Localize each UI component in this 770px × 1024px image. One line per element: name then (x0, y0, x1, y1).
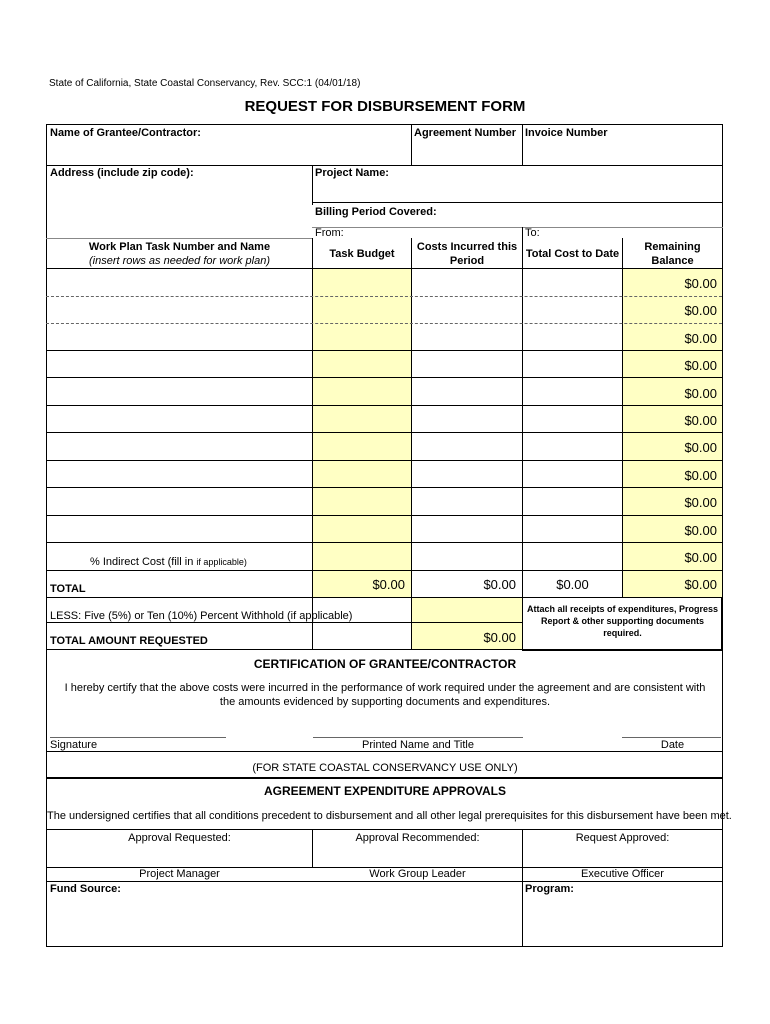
total-remaining: $0.00 (684, 577, 717, 592)
from-label: From: (315, 227, 344, 239)
row-balance: $0.00 (684, 358, 717, 373)
task-column-subheader: (insert rows as needed for work plan) (89, 255, 270, 267)
row-balance: $0.00 (684, 276, 717, 291)
approval-requested-label: Approval Requested: (128, 832, 231, 844)
row-balance: $0.00 (684, 303, 717, 318)
indirect-cost-label: % Indirect Cost (fill in if applicable) (90, 556, 247, 568)
billing-period-label: Billing Period Covered: (315, 206, 437, 218)
total-label: TOTAL (50, 583, 86, 595)
grantee-name-label: Name of Grantee/Contractor: (50, 127, 201, 139)
state-use-only: (FOR STATE COASTAL CONSERVANCY USE ONLY) (252, 762, 518, 774)
budget-column-header: Task Budget (329, 248, 395, 260)
program-label: Program: (525, 883, 574, 895)
approval-recommended-label: Approval Recommended: (355, 832, 480, 844)
project-manager-label: Project Manager (139, 868, 220, 880)
receipts-note: Attach all receipts of expenditures, Progress Report & other supporting documents required. (526, 604, 719, 638)
form-revision: State of California, State Coastal Conservancy, Rev. SCC:1 (04/01/18) (49, 78, 361, 89)
work-group-leader-label: Work Group Leader (369, 868, 466, 880)
project-name-label: Project Name: (315, 167, 389, 179)
address-label: Address (include zip code): (50, 167, 194, 179)
row-balance: $0.00 (684, 468, 717, 483)
invoice-number-label: Invoice Number (525, 127, 608, 139)
row-balance: $0.00 (684, 386, 717, 401)
request-approved-label: Request Approved: (575, 832, 670, 844)
costs-column-header: Costs Incurred this (416, 241, 518, 253)
approvals-text: The undersigned certifies that all conditions precedent to disbursement and all other legal prerequisites for this disbursement have been met. (47, 810, 732, 822)
row-balance: $0.00 (684, 413, 717, 428)
row-balance: $0.00 (684, 523, 717, 538)
certification-text: I hereby certify that the above costs were incurred in the performance of work required under the agreement and are consistent with the amounts evidenced by supporting documents and expenditures. (64, 682, 706, 708)
agreement-number-label: Agreement Number (414, 127, 517, 139)
certification-title: CERTIFICATION OF GRANTEE/CONTRACTOR (253, 657, 517, 671)
date-label: Date (660, 739, 685, 751)
approvals-title: AGREEMENT EXPENDITURE APPROVALS (263, 784, 507, 798)
row-balance: $0.00 (684, 331, 717, 346)
form-title: REQUEST FOR DISBURSEMENT FORM (244, 98, 526, 115)
total-budget: $0.00 (372, 577, 405, 592)
task-column-header: Work Plan Task Number and Name (88, 241, 271, 253)
printed-name-label: Printed Name and Title (362, 739, 474, 751)
withhold-label: LESS: Five (5%) or Ten (10%) Percent Withhold (if applicable) (50, 610, 353, 622)
fund-source-label: Fund Source: (50, 883, 121, 895)
total-requested-label: TOTAL AMOUNT REQUESTED (50, 635, 208, 647)
row-balance: $0.00 (684, 440, 717, 455)
to-label: To: (525, 227, 540, 239)
remaining-column-header-2: Balance (651, 255, 694, 267)
costs-column-header-2: Period (449, 255, 485, 267)
total-costs: $0.00 (483, 577, 516, 592)
total-requested-value: $0.00 (483, 630, 516, 645)
indirect-balance: $0.00 (684, 550, 717, 565)
remaining-column-header: Remaining (644, 241, 701, 253)
executive-officer-label: Executive Officer (581, 868, 664, 880)
total-cost-to-date: $0.00 (556, 577, 589, 592)
row-balance: $0.00 (684, 495, 717, 510)
signature-label: Signature (50, 739, 98, 751)
total-column-header: Total Cost to Date (525, 248, 620, 260)
